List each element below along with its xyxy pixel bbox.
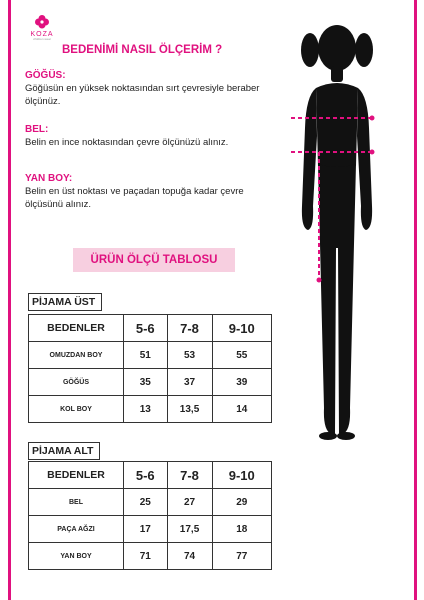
section-text-chest: Göğüsün en yüksek noktasından sırt çevresiyle beraber ölçünüz. bbox=[25, 83, 260, 107]
page-title: BEDENİMİ NASIL ÖLÇERİM ? bbox=[62, 44, 223, 56]
table-cell: 77 bbox=[212, 543, 271, 570]
size-header: 9-10 bbox=[212, 315, 271, 342]
header-label: BEDENLER bbox=[29, 462, 124, 489]
table-cell: 13 bbox=[124, 396, 168, 423]
table-row bbox=[29, 543, 272, 570]
table-cell: 13,5 bbox=[167, 396, 212, 423]
row-label: YAN BOY bbox=[29, 543, 124, 570]
child-silhouette bbox=[301, 25, 373, 440]
table-cell: 14 bbox=[212, 396, 271, 423]
table-title-top: PİJAMA ÜST bbox=[28, 293, 102, 311]
table-cell: 71 bbox=[124, 543, 168, 570]
header-label: BEDENLER bbox=[29, 315, 124, 342]
table-row bbox=[29, 396, 272, 423]
side-length-marker-dot bbox=[317, 278, 322, 283]
table-header-row bbox=[29, 315, 272, 342]
size-header: 9-10 bbox=[212, 462, 271, 489]
row-label: BEL bbox=[29, 489, 124, 516]
row-label: GÖĞÜS bbox=[29, 369, 124, 396]
left-border-line bbox=[8, 0, 11, 600]
table-cell: 27 bbox=[167, 489, 212, 516]
waist-marker-dot bbox=[370, 150, 375, 155]
table-cell: 35 bbox=[124, 369, 168, 396]
size-table-top bbox=[28, 314, 272, 423]
table-row bbox=[29, 342, 272, 369]
table-cell: 55 bbox=[212, 342, 271, 369]
flower-icon bbox=[34, 14, 50, 30]
table-header-row bbox=[29, 462, 272, 489]
table-cell: 18 bbox=[212, 516, 271, 543]
table-cell: 25 bbox=[124, 489, 168, 516]
row-label: KOL BOY bbox=[29, 396, 124, 423]
table-cell: 29 bbox=[212, 489, 271, 516]
table-cell: 39 bbox=[212, 369, 271, 396]
section-heading-chest: GÖĞÜS: bbox=[25, 70, 66, 81]
table-cell: 53 bbox=[167, 342, 212, 369]
section-heading-side-length: YAN BOY: bbox=[25, 173, 73, 184]
child-silhouette-figure bbox=[288, 18, 386, 600]
table-cell: 51 bbox=[124, 342, 168, 369]
size-header: 7-8 bbox=[167, 462, 212, 489]
section-heading-waist: BEL: bbox=[25, 124, 49, 135]
size-header: 7-8 bbox=[167, 315, 212, 342]
table-row bbox=[29, 489, 272, 516]
table-cell: 17 bbox=[124, 516, 168, 543]
table-cell: 17,5 bbox=[167, 516, 212, 543]
row-label: PAÇA AĞZI bbox=[29, 516, 124, 543]
size-header: 5-6 bbox=[124, 315, 168, 342]
table-cell: 37 bbox=[167, 369, 212, 396]
size-header: 5-6 bbox=[124, 462, 168, 489]
size-table-bottom bbox=[28, 461, 272, 570]
section-text-waist: Belin en ince noktasından çevre ölçünüzü alınız. bbox=[25, 137, 229, 148]
right-border-line bbox=[414, 0, 417, 600]
table-cell: 74 bbox=[167, 543, 212, 570]
chest-marker-dot bbox=[370, 116, 375, 121]
table-title-bottom: PİJAMA ALT bbox=[28, 442, 100, 460]
row-label: OMUZDAN BOY bbox=[29, 342, 124, 369]
logo-tagline: children wear bbox=[33, 37, 51, 41]
section-text-side-length: Belin en üst noktası ve paçadan topuğa kadar çevre ölçüsünü alınız. bbox=[25, 186, 244, 210]
brand-logo bbox=[30, 14, 54, 41]
table-row bbox=[29, 369, 272, 396]
table-row bbox=[29, 516, 272, 543]
logo-name: KOZA bbox=[30, 31, 54, 38]
size-table-banner: ÜRÜN ÖLÇÜ TABLOSU bbox=[73, 248, 235, 272]
